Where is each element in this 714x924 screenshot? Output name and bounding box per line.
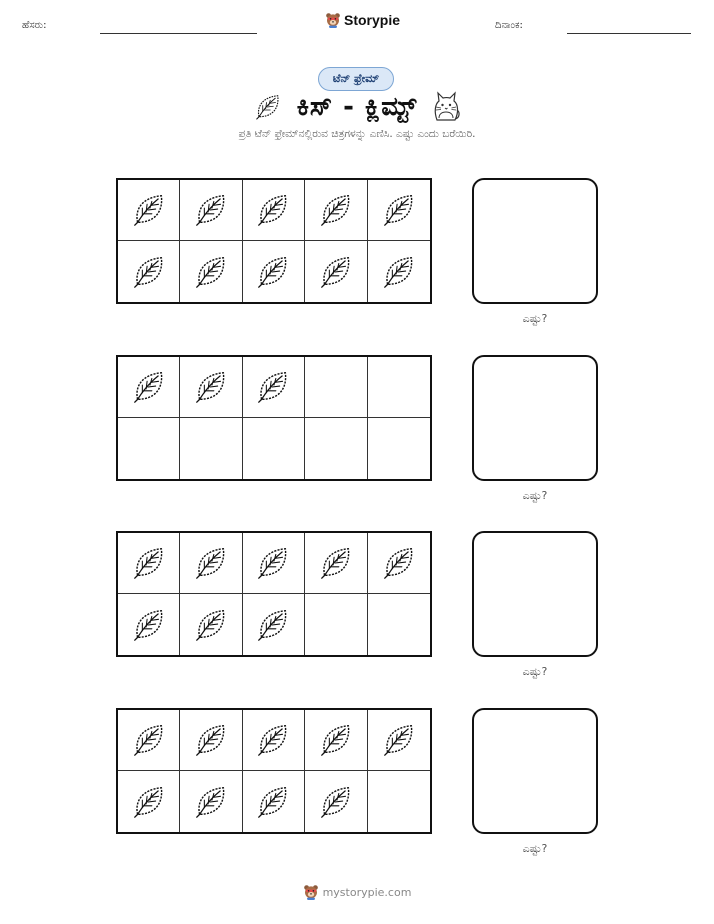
answer-box-2[interactable] (472, 355, 598, 481)
ten-frame-cell (180, 771, 242, 832)
ten-frame-cell (368, 710, 430, 771)
ten-frame-cell (118, 241, 180, 302)
ten-frame-4 (116, 708, 432, 834)
ten-frame-cell (118, 357, 180, 418)
ten-frame-cell (368, 533, 430, 594)
ten-frame-cell (118, 533, 180, 594)
name-label: ಹೆಸರು: (22, 20, 47, 31)
leaf-icon (192, 606, 230, 644)
page-title: ಕಿಸ್ - ಕ್ಲಿಮ್ಟ್ (296, 91, 418, 122)
ten-frame-cell (118, 180, 180, 241)
ten-frame-cell (243, 180, 305, 241)
answer-box-4[interactable] (472, 708, 598, 834)
leaf-icon (254, 368, 292, 406)
ten-frame-cell (180, 180, 242, 241)
leaf-icon (130, 783, 168, 821)
ten-frame-cell (305, 357, 367, 418)
leaf-icon (380, 253, 418, 291)
ten-frame-cell (305, 594, 367, 655)
leaf-icon (254, 191, 292, 229)
leaf-icon (130, 253, 168, 291)
leaf-icon (254, 544, 292, 582)
answer-box-3[interactable] (472, 531, 598, 657)
date-write-line[interactable] (567, 33, 691, 34)
leaf-icon (317, 721, 355, 759)
answer-label: ಎಷ್ಟು? (522, 312, 548, 325)
leaf-icon (130, 368, 168, 406)
leaf-icon (130, 191, 168, 229)
leaf-icon (192, 368, 230, 406)
ten-frame-1 (116, 178, 432, 304)
ten-frame-cell (243, 241, 305, 302)
answer-box-1[interactable] (472, 178, 598, 304)
ten-frame-cell (243, 418, 305, 479)
ten-frame-cell (180, 418, 242, 479)
ten-frame-cell (243, 710, 305, 771)
leaf-icon (317, 191, 355, 229)
ten-frame-cell (180, 241, 242, 302)
ten-frame-cell (118, 710, 180, 771)
ten-frame-cell (368, 180, 430, 241)
ten-frame-cell (305, 533, 367, 594)
ten-frame-cell (243, 594, 305, 655)
leaf-icon (192, 253, 230, 291)
ten-frame-cell (368, 594, 430, 655)
ten-frame-cell (180, 357, 242, 418)
brand-name: Storypie (344, 12, 401, 28)
leaf-icon (317, 544, 355, 582)
ten-frame-cell (243, 533, 305, 594)
leaf-icon (317, 253, 355, 291)
ten-frame-cell (368, 771, 430, 832)
cat-icon (431, 90, 461, 124)
ten-frame-2 (116, 355, 432, 481)
page-title-row (0, 90, 714, 124)
leaf-icon (130, 721, 168, 759)
answer-label: ಎಷ್ಟು? (522, 665, 548, 678)
leaf-icon (253, 92, 283, 122)
ten-frame-cell (305, 418, 367, 479)
bear-mascot-icon (303, 884, 319, 900)
date-label: ದಿನಾಂಕ: (495, 20, 523, 31)
ten-frame-cell (368, 357, 430, 418)
leaf-icon (130, 544, 168, 582)
bear-mascot-icon (325, 12, 341, 28)
ten-frame-cell (118, 771, 180, 832)
ten-frame-3 (116, 531, 432, 657)
ten-frame-cell (118, 418, 180, 479)
leaf-icon (317, 783, 355, 821)
answer-label: ಎಷ್ಟು? (522, 489, 548, 502)
ten-frame-cell (243, 771, 305, 832)
leaf-icon (254, 606, 292, 644)
ten-frame-cell (305, 180, 367, 241)
answer-label: ಎಷ್ಟು? (522, 842, 548, 855)
leaf-icon (254, 783, 292, 821)
name-write-line[interactable] (100, 33, 257, 34)
ten-frame-cell (118, 594, 180, 655)
leaf-icon (254, 721, 292, 759)
ten-frame-cell (305, 771, 367, 832)
ten-frame-cell (368, 418, 430, 479)
ten-frame-cell (368, 241, 430, 302)
leaf-icon (192, 721, 230, 759)
leaf-icon (254, 253, 292, 291)
leaf-icon (380, 544, 418, 582)
worksheet-type-badge: ಟೆನ್ ಫ್ರೇಮ್ (318, 67, 394, 91)
leaf-icon (380, 191, 418, 229)
leaf-icon (192, 191, 230, 229)
ten-frame-cell (305, 241, 367, 302)
leaf-icon (192, 783, 230, 821)
footer-url: mystorypie.com (322, 885, 412, 899)
leaf-icon (192, 544, 230, 582)
ten-frame-cell (305, 710, 367, 771)
instructions: ಪ್ರತಿ ಟೆನ್ ಫ್ರೇಮ್‌ನಲ್ಲಿರುವ ಚಿತ್ರಗಳನ್ನು ಎಣಿಸಿ. ಎಷ್ಟು ಎಂದು ಬರೆಯಿರಿ. (238, 128, 476, 140)
footer (0, 884, 714, 900)
leaf-icon (130, 606, 168, 644)
ten-frame-cell (243, 357, 305, 418)
ten-frame-cell (180, 710, 242, 771)
ten-frame-cell (180, 533, 242, 594)
ten-frame-cell (180, 594, 242, 655)
leaf-icon (380, 721, 418, 759)
brand-logo (325, 12, 400, 28)
